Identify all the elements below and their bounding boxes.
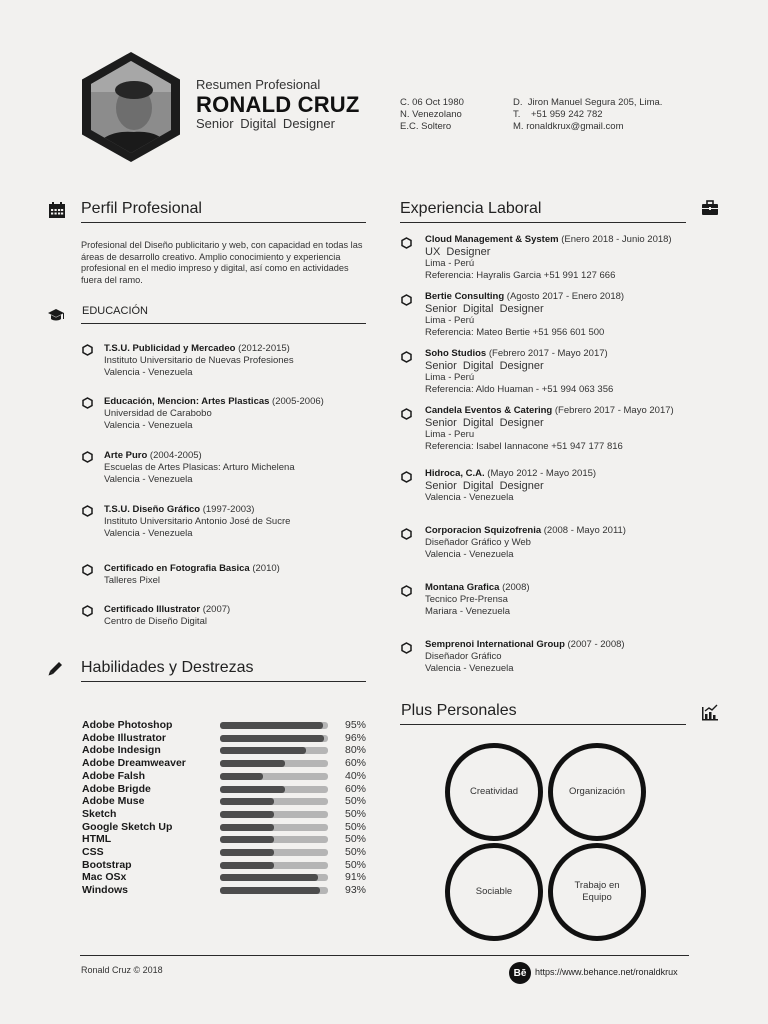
- skill-percent: 96%: [345, 731, 367, 744]
- footer-divider: [80, 955, 689, 956]
- behance-icon[interactable]: Bē: [509, 962, 531, 984]
- plus-circle-sociable: Sociable: [445, 843, 543, 941]
- experiencia-dates: (Mayo 2012 - Mayo 2015): [484, 468, 597, 479]
- skill-percent: 50%: [345, 833, 367, 846]
- skill-row: [82, 859, 372, 872]
- educacion-institution: Universidad de Carabobo: [104, 408, 212, 419]
- hexagon-icon: [401, 351, 412, 363]
- experiencia-role: Senior Digital Designer: [425, 303, 544, 315]
- skill-name: Windows: [82, 884, 128, 897]
- experiencia-heading: [425, 525, 687, 537]
- skill-bar: [220, 887, 328, 894]
- experiencia-detail: Referencia: Mateo Bertie +51 956 601 500: [425, 327, 605, 338]
- skill-row: [82, 795, 372, 808]
- civil-status: E.C. Soltero: [400, 121, 452, 132]
- experiencia-company: Semprenoi International Group: [425, 639, 565, 650]
- hexagon-icon: [401, 642, 412, 654]
- hexagon-icon: [401, 585, 412, 597]
- address: D. Jiron Manuel Segura 205, Lima.: [513, 97, 663, 108]
- educacion-title: EDUCACIÓN: [82, 305, 149, 317]
- experiencia-detail: Mariara - Venezuela: [425, 606, 511, 617]
- skill-name: CSS: [82, 846, 104, 858]
- experiencia-detail: Tecnico Pre-Prensa: [425, 594, 508, 605]
- skill-bar-fill: [220, 874, 318, 881]
- educacion-dates: (2012-2015): [235, 343, 290, 354]
- skill-bar: [220, 798, 328, 805]
- hexagon-icon: [82, 344, 93, 356]
- pencil-icon: [47, 659, 65, 677]
- experiencia-company: Bertie Consulting: [425, 291, 505, 302]
- experiencia-heading: [425, 468, 687, 480]
- experiencia-detail: Diseñador Gráfico: [425, 651, 502, 662]
- skill-name: Adobe Muse: [82, 795, 145, 808]
- educacion-heading: [104, 563, 364, 575]
- skill-percent: 40%: [345, 769, 367, 782]
- hexagon-icon: [401, 237, 412, 249]
- skill-name: Sketch: [82, 807, 117, 820]
- hexagon-icon: [82, 397, 93, 409]
- skill-percent: 80%: [345, 744, 367, 757]
- calendar-icon: [48, 201, 66, 219]
- header-role: Senior Digital Designer: [196, 116, 335, 131]
- experiencia-company: Soho Studios: [425, 348, 487, 359]
- educacion-heading: [104, 504, 364, 516]
- experiencia-item: [425, 405, 687, 453]
- educacion-heading: [104, 450, 364, 462]
- educacion-divider: [81, 323, 366, 324]
- educacion-location: Valencia - Venezuela: [104, 528, 193, 539]
- experiencia-detail: Lima - Perú: [425, 372, 475, 383]
- personal-info: [400, 97, 464, 133]
- experiencia-item: [425, 639, 687, 675]
- email-link[interactable]: M. ronaldkrux@gmail.com: [513, 121, 624, 132]
- educacion-institution: Talleres Pixel: [104, 575, 160, 586]
- hexagon-icon: [82, 564, 93, 576]
- skill-bar: [220, 735, 328, 742]
- skill-name: Adobe Illustrator: [82, 731, 167, 744]
- skill-row: [82, 770, 372, 783]
- skill-percent: 95%: [345, 719, 367, 731]
- experiencia-dates: (2007 - 2008): [564, 639, 625, 650]
- hexagon-icon: [401, 471, 412, 483]
- experiencia-detail: Lima - Peru: [425, 429, 475, 440]
- skill-percent: 50%: [345, 846, 367, 858]
- hexagon-icon: [82, 505, 93, 517]
- skill-bar-fill: [220, 836, 274, 843]
- header-subtitle: Resumen Profesional: [196, 77, 321, 92]
- hexagon-icon: [401, 294, 412, 306]
- educacion-dates: (2010): [249, 563, 280, 574]
- educacion-school: T.S.U. Publicidad y Mercadeo: [104, 343, 236, 354]
- experiencia-dates: (Agosto 2017 - Enero 2018): [504, 291, 625, 302]
- skill-name: HTML: [82, 833, 112, 846]
- educacion-location: Valencia - Venezuela: [104, 367, 193, 378]
- footer-copyright: Ronald Cruz © 2018: [81, 965, 163, 975]
- skill-bar-fill: [220, 887, 320, 894]
- skill-bar: [220, 811, 328, 818]
- skill-row: [82, 744, 372, 757]
- skill-percent: 60%: [345, 782, 367, 795]
- educacion-institution: Instituto Universitario Antonio José de Sucre: [104, 516, 291, 527]
- skill-bar-fill: [220, 798, 274, 805]
- educacion-heading: [104, 396, 364, 408]
- graduation-cap-icon: [47, 306, 65, 324]
- skill-row: [82, 833, 372, 846]
- skill-percent: 50%: [345, 858, 367, 871]
- educacion-institution: Instituto Universitario de Nuevas Profesiones: [104, 355, 294, 366]
- experiencia-heading: [425, 639, 687, 651]
- skill-row: [82, 846, 372, 859]
- skill-name: Adobe Falsh: [82, 769, 146, 782]
- skill-bar-fill: [220, 824, 274, 831]
- experiencia-company: Corporacion Squizofrenia: [425, 525, 542, 536]
- skill-row: [82, 821, 372, 834]
- experiencia-detail: Referencia: Isabel Iannacone +51 947 177 816: [425, 441, 623, 452]
- experiencia-dates: (Enero 2018 - Junio 2018): [558, 234, 672, 245]
- contact-info: [513, 97, 662, 133]
- experiencia-detail: Valencia - Venezuela: [425, 492, 514, 503]
- skill-bar: [220, 849, 328, 856]
- educacion-dates: (2005-2006): [269, 396, 324, 407]
- birth-date: C. 06 Oct 1980: [400, 97, 464, 108]
- educacion-item: [104, 563, 364, 587]
- experiencia-item: [425, 234, 687, 282]
- skill-bar-fill: [220, 735, 324, 742]
- plus-circle-creatividad: Creatividad: [445, 743, 543, 841]
- skill-bar: [220, 862, 328, 869]
- experiencia-divider: [400, 222, 686, 223]
- skill-bar: [220, 760, 328, 767]
- educacion-institution: Escuelas de Artes Plasicas: Arturo Michelena: [104, 462, 295, 473]
- experiencia-heading: [425, 405, 687, 417]
- experiencia-dates: (Febrero 2017 - Mayo 2017): [552, 405, 674, 416]
- educacion-school: Educación, Mencion: Artes Plasticas: [104, 396, 270, 407]
- skill-name: Mac OSx: [82, 871, 127, 884]
- behance-link[interactable]: https://www.behance.net/ronaldkrux: [535, 967, 678, 977]
- educacion-location: Valencia - Venezuela: [104, 474, 193, 485]
- experiencia-title: Experiencia Laboral: [400, 200, 542, 217]
- skill-bar: [220, 773, 328, 780]
- experiencia-company: Hidroca, C.A.: [425, 468, 485, 479]
- skill-percent: 60%: [345, 757, 367, 770]
- experiencia-role: Senior Digital Designer: [425, 360, 544, 372]
- skill-percent: 50%: [345, 807, 367, 820]
- experiencia-heading: [425, 348, 687, 360]
- educacion-dates: (2007): [200, 604, 231, 615]
- skill-percent: 50%: [345, 795, 367, 808]
- experiencia-role: Senior Digital Designer: [425, 480, 544, 492]
- nationality: N. Venezolano: [400, 109, 462, 120]
- skill-bar: [220, 874, 328, 881]
- skill-name: Adobe Photoshop: [82, 719, 173, 731]
- experiencia-detail: Referencia: Aldo Huaman - +51 994 063 356: [425, 384, 614, 395]
- skill-bar-fill: [220, 722, 323, 729]
- skill-percent: 91%: [345, 871, 367, 884]
- plus-divider: [400, 724, 686, 725]
- educacion-dates: (1997-2003): [200, 504, 255, 515]
- experiencia-heading: [425, 234, 687, 246]
- briefcase-icon: [701, 199, 719, 217]
- experiencia-item: [425, 582, 687, 618]
- educacion-location: Valencia - Venezuela: [104, 420, 193, 431]
- educacion-item: [104, 504, 364, 540]
- skill-row: [82, 871, 372, 884]
- hexagon-icon: [401, 408, 412, 420]
- experiencia-company: Cloud Management & System: [425, 234, 559, 245]
- skill-bar: [220, 747, 328, 754]
- habilidades-title: Habilidades y Destrezas: [81, 659, 254, 676]
- skill-name: Adobe Indesign: [82, 744, 161, 757]
- plus-circle-organizacion: Organización: [548, 743, 646, 841]
- skill-bar-fill: [220, 760, 285, 767]
- experiencia-detail: Referencia: Hayralis Garcia +51 991 127 666: [425, 270, 616, 281]
- educacion-item: [104, 343, 364, 379]
- hexagon-icon: [401, 528, 412, 540]
- perfil-text: Profesional del Diseño publicitario y web, con capacidad en todas las áreas de desarrollo creativo. Amplio conocimiento y experiencia profesional en el medio impreso y digital, así como en actividades fuera del ramo.: [81, 240, 363, 285]
- skill-row: [82, 757, 372, 770]
- skill-name: Adobe Brigde: [82, 782, 151, 795]
- skill-bar: [220, 824, 328, 831]
- experiencia-detail: Valencia - Venezuela: [425, 549, 514, 560]
- skill-name: Google Sketch Up: [82, 820, 173, 833]
- educacion-school: T.S.U. Diseño Gráfico: [104, 504, 201, 515]
- experiencia-detail: Valencia - Venezuela: [425, 663, 514, 674]
- header-name: RONALD CRUZ: [196, 92, 360, 117]
- educacion-institution: Centro de Diseño Digital: [104, 616, 207, 627]
- skill-bar-fill: [220, 862, 274, 869]
- skill-row: [82, 808, 372, 821]
- experiencia-item: [425, 468, 687, 504]
- educacion-dates: (2004-2005): [147, 450, 202, 461]
- skill-name: Bootstrap: [82, 858, 132, 871]
- educacion-heading: [104, 343, 364, 355]
- skill-row: [82, 732, 372, 745]
- experiencia-detail: Diseñador Gráfico y Web: [425, 537, 531, 548]
- chart-icon: [701, 703, 719, 721]
- experiencia-role: UX Designer: [425, 246, 491, 258]
- educacion-school: Certificado Illustrator: [104, 604, 201, 615]
- educacion-school: Arte Puro: [104, 450, 148, 461]
- experiencia-item: [425, 348, 687, 396]
- skill-row: [82, 783, 372, 796]
- experiencia-dates: (2008): [499, 582, 530, 593]
- experiencia-heading: [425, 582, 687, 594]
- phone: T. +51 959 242 782: [513, 109, 603, 120]
- experiencia-item: [425, 291, 687, 339]
- educacion-item: [104, 396, 364, 432]
- skill-bar-fill: [220, 786, 285, 793]
- experiencia-heading: [425, 291, 687, 303]
- experiencia-company: Candela Eventos & Catering: [425, 405, 553, 416]
- educacion-school: Certificado en Fotografia Basica: [104, 563, 250, 574]
- avatar: [80, 52, 182, 162]
- educacion-heading: [104, 604, 364, 616]
- skill-percent: 93%: [345, 884, 367, 897]
- skill-bar: [220, 722, 328, 729]
- skill-row: [82, 719, 372, 732]
- experiencia-dates: (2008 - Mayo 2011): [541, 525, 626, 536]
- habilidades-divider: [81, 681, 366, 682]
- educacion-item: [104, 604, 364, 628]
- skill-name: Adobe Dreamweaver: [82, 757, 186, 770]
- perfil-divider: [81, 222, 366, 223]
- skill-row: [82, 884, 372, 897]
- plus-circle-trabajo-en-equipo: Trabajo en Equipo: [548, 843, 646, 941]
- experiencia-detail: Lima - Perú: [425, 258, 475, 269]
- experiencia-dates: (Febrero 2017 - Mayo 2017): [486, 348, 608, 359]
- experiencia-company: Montana Grafica: [425, 582, 500, 593]
- skill-bar: [220, 836, 328, 843]
- educacion-item: [104, 450, 364, 486]
- skill-bar-fill: [220, 849, 274, 856]
- skill-bar-fill: [220, 747, 306, 754]
- experiencia-role: Senior Digital Designer: [425, 417, 544, 429]
- skill-bar-fill: [220, 811, 274, 818]
- hexagon-icon: [82, 605, 93, 617]
- skill-bar: [220, 786, 328, 793]
- plus-title: Plus Personales: [401, 702, 517, 719]
- experiencia-detail: Lima - Perú: [425, 315, 475, 326]
- hexagon-icon: [82, 451, 93, 463]
- skill-percent: 50%: [345, 820, 367, 833]
- experiencia-item: [425, 525, 687, 561]
- perfil-title: Perfil Profesional: [81, 200, 202, 217]
- skill-bar-fill: [220, 773, 263, 780]
